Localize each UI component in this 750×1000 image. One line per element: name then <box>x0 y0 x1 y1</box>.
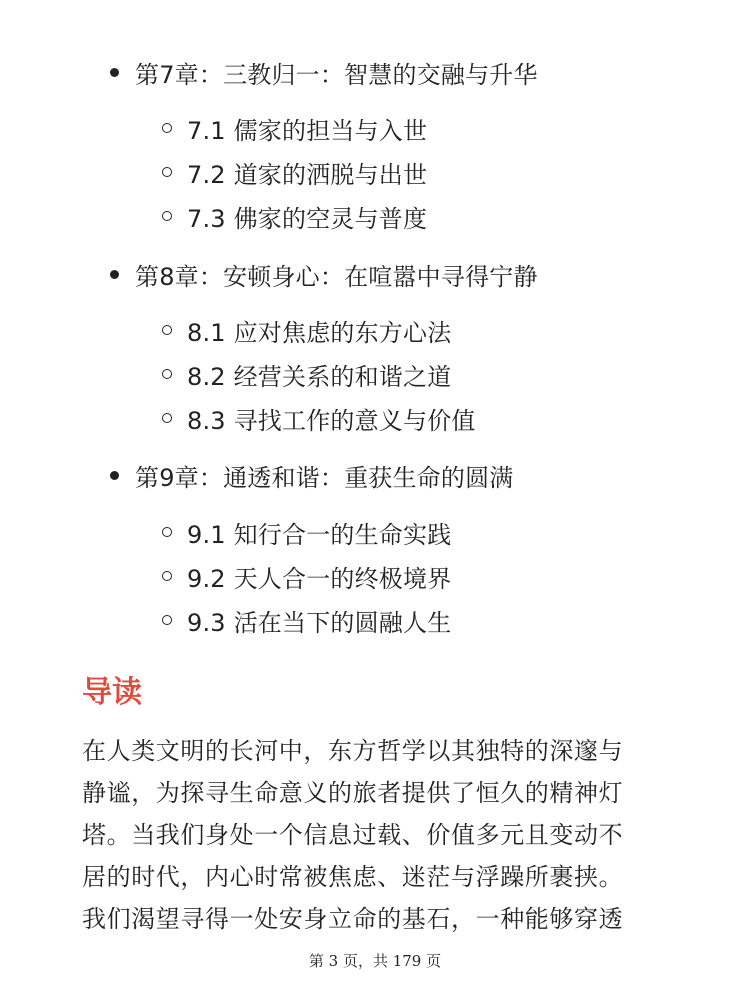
intro-line: 静谧，为探寻生命意义的旅者提供了恒久的精神灯 <box>82 779 624 807</box>
toc-section-8-1[interactable] <box>162 310 451 350</box>
toc-chapter-title: 第9章：通透和谐：重获生命的圆满 <box>135 463 514 492</box>
bullet-circle-icon <box>162 413 172 423</box>
toc-section-title: 8.3 寻找工作的意义与价值 <box>187 406 476 435</box>
toc-section-title: 9.1 知行合一的生命实践 <box>187 520 452 549</box>
bullet-circle-icon <box>162 167 172 177</box>
intro-paragraph <box>82 730 682 940</box>
toc-section-title: 7.3 佛家的空灵与普度 <box>187 204 428 233</box>
toc-chapter-title: 第8章：安顿身心：在喧嚣中寻得宁静 <box>135 262 538 291</box>
toc-section-7-2[interactable] <box>162 152 427 192</box>
intro-heading: 导读 <box>82 675 142 710</box>
intro-line: 居的时代，内心时常被焦虑、迷茫与浮躁所裹挟。 <box>82 863 624 891</box>
bullet-disc-icon <box>110 270 119 279</box>
toc-section-9-1[interactable] <box>162 512 451 552</box>
toc-chapter-7[interactable] <box>110 52 538 92</box>
toc-section-title: 8.2 经营关系的和谐之道 <box>187 362 452 391</box>
toc-section-title: 7.2 道家的洒脱与出世 <box>187 160 428 189</box>
intro-line: 在人类文明的长河中，东方哲学以其独特的深邃与 <box>82 737 624 765</box>
bullet-circle-icon <box>162 527 172 537</box>
bullet-circle-icon <box>162 211 172 221</box>
toc-section-8-2[interactable] <box>162 354 451 394</box>
toc-section-9-3[interactable] <box>162 600 451 640</box>
toc-chapter-8[interactable] <box>110 254 538 294</box>
bullet-circle-icon <box>162 123 172 133</box>
toc-section-9-2[interactable] <box>162 556 451 596</box>
toc-section-title: 8.1 应对焦虑的东方心法 <box>187 318 452 347</box>
toc-chapter-9[interactable] <box>110 455 513 495</box>
bullet-circle-icon <box>162 615 172 625</box>
intro-line: 塔。当我们身处一个信息过载、价值多元且变动不 <box>82 821 624 849</box>
bullet-circle-icon <box>162 369 172 379</box>
toc-section-8-3[interactable] <box>162 398 476 438</box>
toc-chapter-title: 第7章：三教归一：智慧的交融与升华 <box>135 60 538 89</box>
toc-section-title: 9.3 活在当下的圆融人生 <box>187 608 452 637</box>
bullet-disc-icon <box>110 471 119 480</box>
bullet-disc-icon <box>110 68 119 77</box>
toc-section-7-1[interactable] <box>162 108 427 148</box>
toc-section-title: 7.1 儒家的担当与入世 <box>187 116 428 145</box>
intro-line: 我们渴望寻得一处安身立命的基石，一种能够穿透 <box>82 905 624 933</box>
toc-section-title: 9.2 天人合一的终极境界 <box>187 564 452 593</box>
bullet-circle-icon <box>162 571 172 581</box>
bullet-circle-icon <box>162 325 172 335</box>
toc-section-7-3[interactable] <box>162 196 427 236</box>
page-number: 第 3 页，共 179 页 <box>308 952 442 970</box>
